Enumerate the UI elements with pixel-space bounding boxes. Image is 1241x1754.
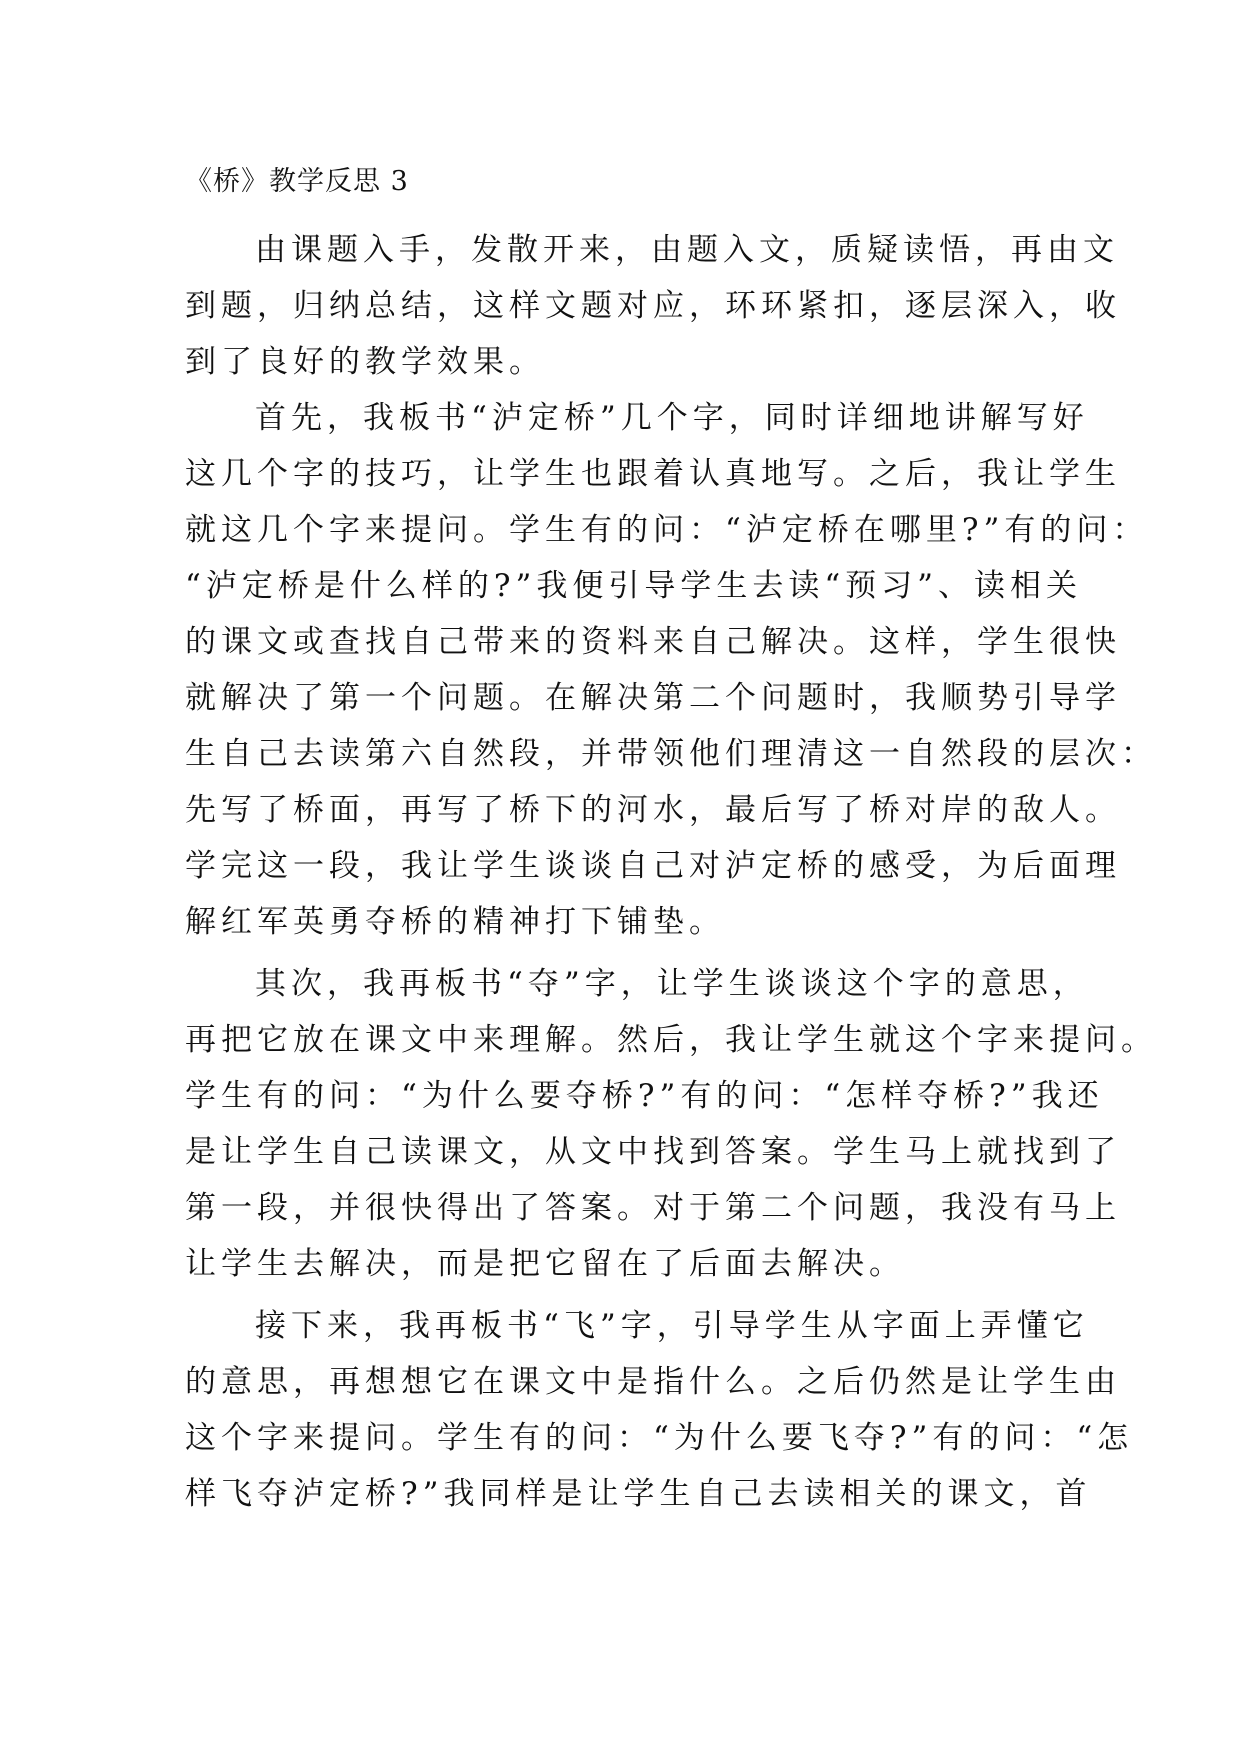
document-title: 《桥》教学反思 3 [185,166,409,197]
paragraph-line: 生自己去读第六自然段，并带领他们理清这一自然段的层次： [185,736,1157,772]
paragraph-line: 其次，我再板书“夺”字，让学生谈谈这个字的意思， [255,966,1089,1002]
paragraph-line: 是让学生自己读课文，从文中找到答案。学生马上就找到了 [185,1134,1121,1170]
paragraph-line: 样飞夺泸定桥?”我同样是让学生自己去读相关的课文，首 [185,1476,1092,1512]
paragraph-line: 的意思，再想想它在课文中是指什么。之后仍然是让学生由 [185,1364,1121,1400]
paragraph-line: 第一段，并很快得出了答案。对于第二个问题，我没有马上 [185,1190,1121,1226]
paragraph-line: 到题，归纳总结，这样文题对应，环环紧扣，逐层深入，收 [185,288,1121,324]
paragraph-line: 解红军英勇夺桥的精神打下铺垫。 [185,904,725,940]
paragraph-line: 的课文或查找自己带来的资料来自己解决。这样，学生很快 [185,624,1121,660]
paragraph-line: 这几个字的技巧，让学生也跟着认真地写。之后，我让学生 [185,456,1121,492]
paragraph-line: 首先，我板书“泸定桥”几个字，同时详细地讲解写好 [255,400,1089,436]
paragraph-line: 这个字来提问。学生有的问：“为什么要飞夺?”有的问：“怎 [185,1420,1134,1456]
paragraph-line: 先写了桥面，再写了桥下的河水，最后写了桥对岸的敌人。 [185,792,1121,828]
paragraph-line: “泸定桥是什么样的?”我便引导学生去读“预习”、读相关 [185,568,1083,604]
paragraph-line: 学生有的问：“为什么要夺桥?”有的问：“怎样夺桥?”我还 [185,1078,1104,1114]
paragraph-line: 就解决了第一个问题。在解决第二个问题时，我顺势引导学 [185,680,1121,716]
paragraph-line: 就这几个字来提问。学生有的问：“泸定桥在哪里?”有的问： [185,512,1149,548]
paragraph-line: 让学生去解决，而是把它留在了后面去解决。 [185,1246,905,1282]
paragraph-line: 到了良好的教学效果。 [185,344,545,380]
paragraph-line: 再把它放在课文中来理解。然后，我让学生就这个字来提问。 [185,1022,1157,1058]
paragraph-line: 学完这一段，我让学生谈谈自己对泸定桥的感受，为后面理 [185,848,1121,884]
paragraph-line: 由课题入手，发散开来，由题入文，质疑读悟，再由文 [255,232,1119,268]
paragraph-line: 接下来，我再板书“飞”字，引导学生从字面上弄懂它 [255,1308,1089,1344]
